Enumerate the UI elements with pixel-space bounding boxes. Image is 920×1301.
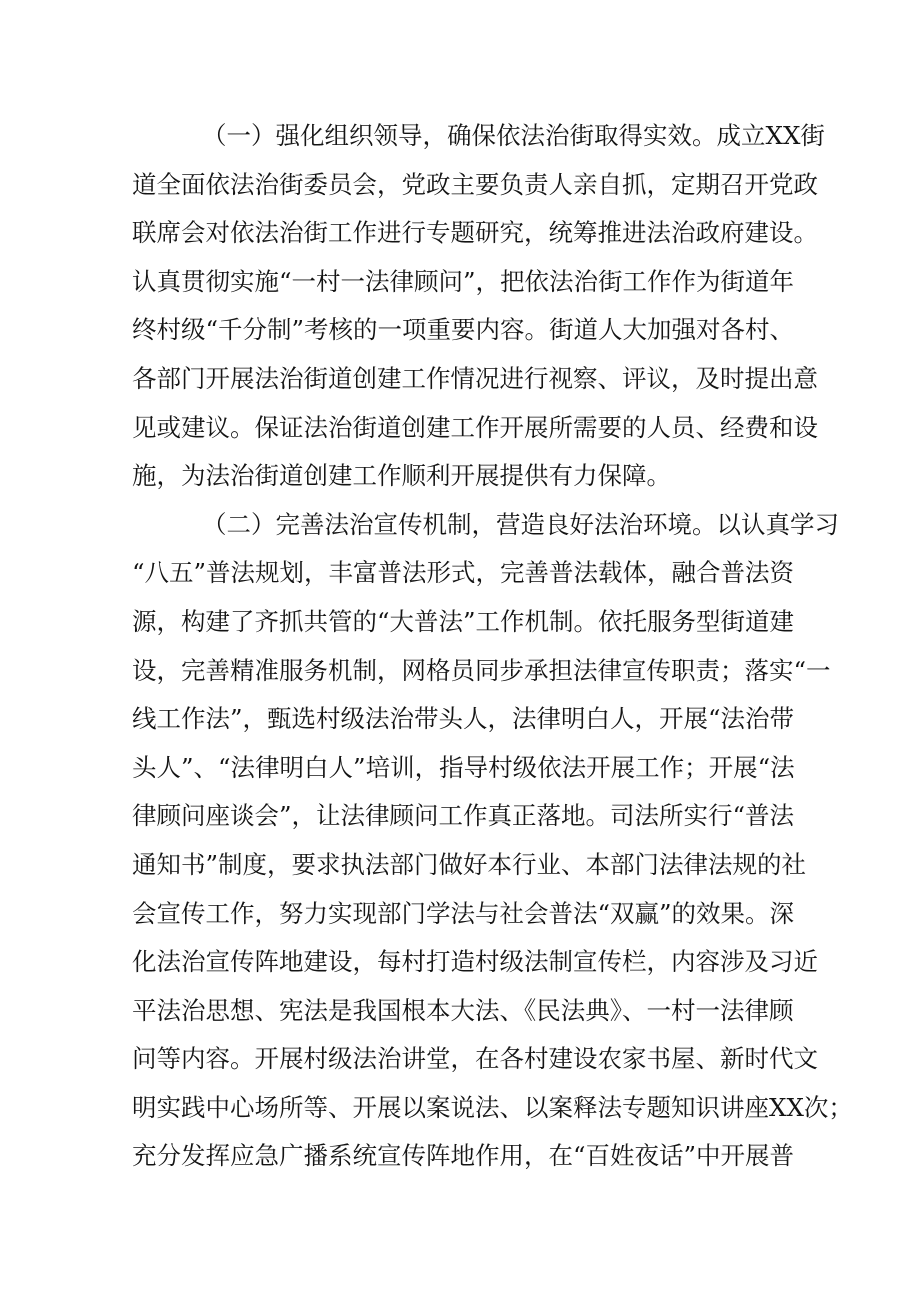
text-line: 设，完善精准服务机制，网格员同步承担法律宣传职责；落实“一 [132, 655, 831, 685]
text-line: 终村级“千分制”考核的一项重要内容。街道人大加强对各村、 [132, 315, 795, 345]
text-line: 线工作法”，甄选村级法治带头人，法律明白人，开展“法治带 [132, 704, 795, 734]
text-line: 律顾问座谈会”，让法律顾问工作真正落地。司法所实行“普法 [132, 801, 795, 831]
text-line: 各部门开展法治街道创建工作情况进行视察、评议，及时提出意 [132, 363, 818, 393]
paragraph-1 [132, 112, 825, 501]
document-page [132, 112, 853, 1181]
text-line: （一）强化组织领导，确保依法治街取得实效。成立XX街 [202, 121, 825, 150]
text-line: 认真贯彻实施“一村一法律顾问”，把依法治街工作作为街道年 [132, 266, 795, 296]
text-line: 会宣传工作，努力实现部门学法与社会普法“双赢”的效果。深 [132, 898, 795, 928]
text-line: 明实践中心场所等、开展以案说法、以案释法专题知识讲座XX次； [132, 1092, 853, 1122]
text-line: （二）完善法治宣传机制，营造良好法治环境。以认真学习 [202, 509, 839, 539]
text-line: 联席会对依法治街工作进行专题研究，统筹推进法治政府建设。 [132, 218, 818, 248]
text-line: 施，为法治街道创建工作顺利开展提供有力保障。 [132, 461, 671, 491]
text-line: 源，构建了齐抓共管的“大普法”工作机制。依托服务型街道建 [132, 606, 795, 636]
text-line: 通知书”制度，要求执法部门做好本行业、本部门法律法规的社 [132, 849, 807, 879]
text-line: 头人”、“法律明白人”培训，指导村级依法开展工作；开展“法 [132, 752, 795, 782]
text-line: 平法治思想、宪法是我国根本大法、《民法典》、一村一法律顾 [132, 995, 794, 1025]
text-line: 道全面依法治街委员会，党政主要负责人亲自抓，定期召开党政 [132, 169, 818, 199]
text-line: “八五”普法规划，丰富普法形式，完善普法载体，融合普法资 [132, 558, 795, 588]
text-line: 问等内容。开展村级法治讲堂，在各村建设农家书屋、新时代文 [132, 1044, 818, 1074]
paragraph-2 [132, 501, 853, 1181]
text-line: 化法治宣传阵地建设，每村打造村级法制宣传栏，内容涉及习近 [132, 947, 818, 977]
text-line: 见或建议。保证法治街道创建工作开展所需要的人员、经费和设 [132, 412, 818, 442]
text-line: 充分发挥应急广播系统宣传阵地作用，在“百姓夜话”中开展普 [132, 1141, 795, 1171]
